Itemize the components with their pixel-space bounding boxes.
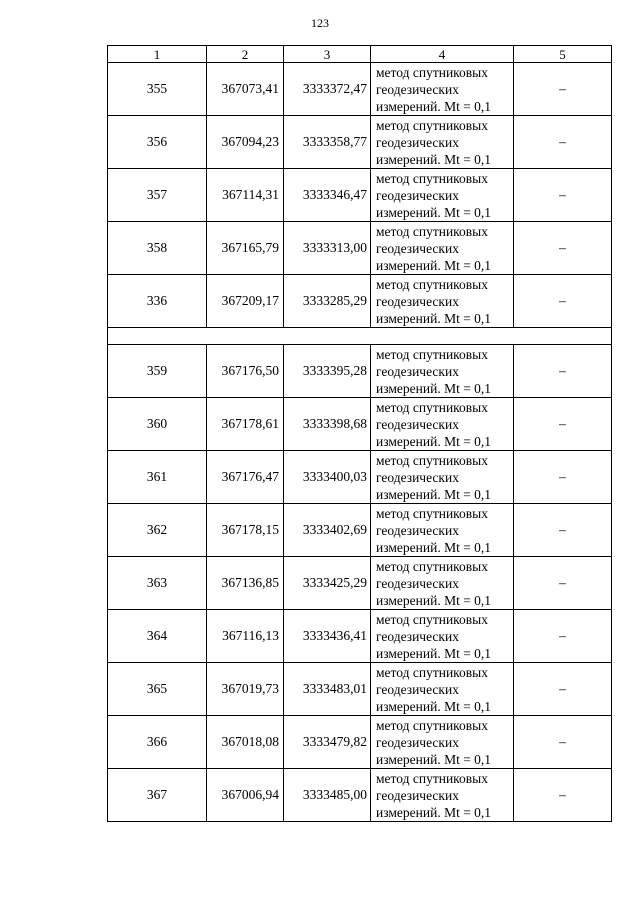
note-dash: – [514,557,612,610]
method-line: метод спутниковых [376,399,488,415]
table-row [108,116,612,169]
note-dash: – [514,504,612,557]
point-number: 355 [108,63,207,116]
method-line: измерений. Mt = 0,1 [376,204,492,220]
note-dash: – [514,222,612,275]
coordinate-y: 3333485,00 [284,769,371,822]
method-line: метод спутниковых [376,558,488,574]
note-dash: – [514,451,612,504]
method-description [371,63,514,116]
point-number: 364 [108,610,207,663]
coordinate-y: 3333313,00 [284,222,371,275]
note-dash: – [514,169,612,222]
note-dash: – [514,345,612,398]
method-line: метод спутниковых [376,717,488,733]
point-number: 336 [108,275,207,328]
method-description [371,610,514,663]
method-line: метод спутниковых [376,770,488,786]
coordinate-y: 3333436,41 [284,610,371,663]
method-line: измерений. Mt = 0,1 [376,433,492,449]
coordinate-x: 367116,13 [207,610,284,663]
coordinate-x: 367165,79 [207,222,284,275]
coordinate-y: 3333402,69 [284,504,371,557]
point-number: 363 [108,557,207,610]
header-row [108,46,612,63]
coordinate-x: 367209,17 [207,275,284,328]
method-description [371,716,514,769]
coordinate-y: 3333425,29 [284,557,371,610]
method-line: измерений. Mt = 0,1 [376,539,492,555]
method-line: геодезических [376,522,459,538]
header-col-1: 1 [108,46,207,63]
coordinate-y: 3333483,01 [284,663,371,716]
coordinate-y: 3333398,68 [284,398,371,451]
method-description [371,769,514,822]
method-line: метод спутниковых [376,170,488,186]
table-row [108,716,612,769]
coordinate-x: 367094,23 [207,116,284,169]
method-line: измерений. Mt = 0,1 [376,151,492,167]
coordinate-y: 3333346,47 [284,169,371,222]
header-col-3: 3 [284,46,371,63]
method-line: метод спутниковых [376,664,488,680]
method-description [371,169,514,222]
method-line: метод спутниковых [376,452,488,468]
method-line: измерений. Mt = 0,1 [376,804,492,820]
method-line: измерений. Mt = 0,1 [376,257,492,273]
coordinate-x: 367176,50 [207,345,284,398]
coordinates-table [107,45,612,822]
method-description [371,557,514,610]
coordinate-x: 367136,85 [207,557,284,610]
point-number: 358 [108,222,207,275]
method-line: геодезических [376,469,459,485]
note-dash: – [514,63,612,116]
note-dash: – [514,769,612,822]
note-dash: – [514,275,612,328]
coordinate-y: 3333372,47 [284,63,371,116]
point-number: 362 [108,504,207,557]
method-line: измерений. Mt = 0,1 [376,486,492,502]
header-col-2: 2 [207,46,284,63]
method-line: геодезических [376,81,459,97]
table-row [108,610,612,663]
table-row [108,63,612,116]
method-line: геодезических [376,134,459,150]
point-number: 367 [108,769,207,822]
method-description [371,116,514,169]
method-line: метод спутниковых [376,505,488,521]
coordinate-y: 3333358,77 [284,116,371,169]
table-row [108,557,612,610]
table-row [108,504,612,557]
method-line: измерений. Mt = 0,1 [376,98,492,114]
point-number: 361 [108,451,207,504]
coordinate-x: 367178,61 [207,398,284,451]
method-line: геодезических [376,734,459,750]
method-line: метод спутниковых [376,223,488,239]
method-line: метод спутниковых [376,276,488,292]
table-row [108,275,612,328]
method-description [371,275,514,328]
coordinate-y: 3333400,03 [284,451,371,504]
page-number: 123 [311,16,329,30]
coordinate-y: 3333395,28 [284,345,371,398]
method-description [371,663,514,716]
coordinate-x: 367178,15 [207,504,284,557]
method-line: геодезических [376,575,459,591]
note-dash: – [514,610,612,663]
method-line: измерений. Mt = 0,1 [376,645,492,661]
method-description [371,451,514,504]
method-line: метод спутниковых [376,611,488,627]
point-number: 360 [108,398,207,451]
coordinate-x: 367018,08 [207,716,284,769]
method-line: метод спутниковых [376,64,488,80]
method-description [371,504,514,557]
method-line: геодезических [376,416,459,432]
table-row [108,169,612,222]
coordinate-x: 367073,41 [207,63,284,116]
method-line: измерений. Mt = 0,1 [376,310,492,326]
separator-row [108,328,612,345]
coordinate-x: 367176,47 [207,451,284,504]
method-description [371,398,514,451]
method-line: геодезических [376,787,459,803]
method-description [371,222,514,275]
coordinate-y: 3333285,29 [284,275,371,328]
note-dash: – [514,663,612,716]
method-line: геодезических [376,293,459,309]
point-number: 356 [108,116,207,169]
coordinate-x: 367019,73 [207,663,284,716]
point-number: 359 [108,345,207,398]
point-number: 365 [108,663,207,716]
header-col-5: 5 [514,46,612,63]
table-row [108,345,612,398]
method-line: измерений. Mt = 0,1 [376,380,492,396]
method-line: геодезических [376,363,459,379]
note-dash: – [514,716,612,769]
method-description [371,345,514,398]
point-number: 357 [108,169,207,222]
table-row [108,222,612,275]
table-row [108,769,612,822]
method-line: метод спутниковых [376,346,488,362]
note-dash: – [514,398,612,451]
method-line: измерений. Mt = 0,1 [376,698,492,714]
method-line: измерений. Mt = 0,1 [376,751,492,767]
separator-cell [108,328,612,345]
method-line: геодезических [376,681,459,697]
coordinate-y: 3333479,82 [284,716,371,769]
method-line: метод спутниковых [376,117,488,133]
note-dash: – [514,116,612,169]
table-row [108,451,612,504]
table-row [108,663,612,716]
point-number: 366 [108,716,207,769]
method-line: измерений. Mt = 0,1 [376,592,492,608]
method-line: геодезических [376,240,459,256]
method-line: геодезических [376,628,459,644]
method-line: геодезических [376,187,459,203]
header-col-4: 4 [371,46,514,63]
coordinate-x: 367006,94 [207,769,284,822]
coordinate-x: 367114,31 [207,169,284,222]
table-row [108,398,612,451]
